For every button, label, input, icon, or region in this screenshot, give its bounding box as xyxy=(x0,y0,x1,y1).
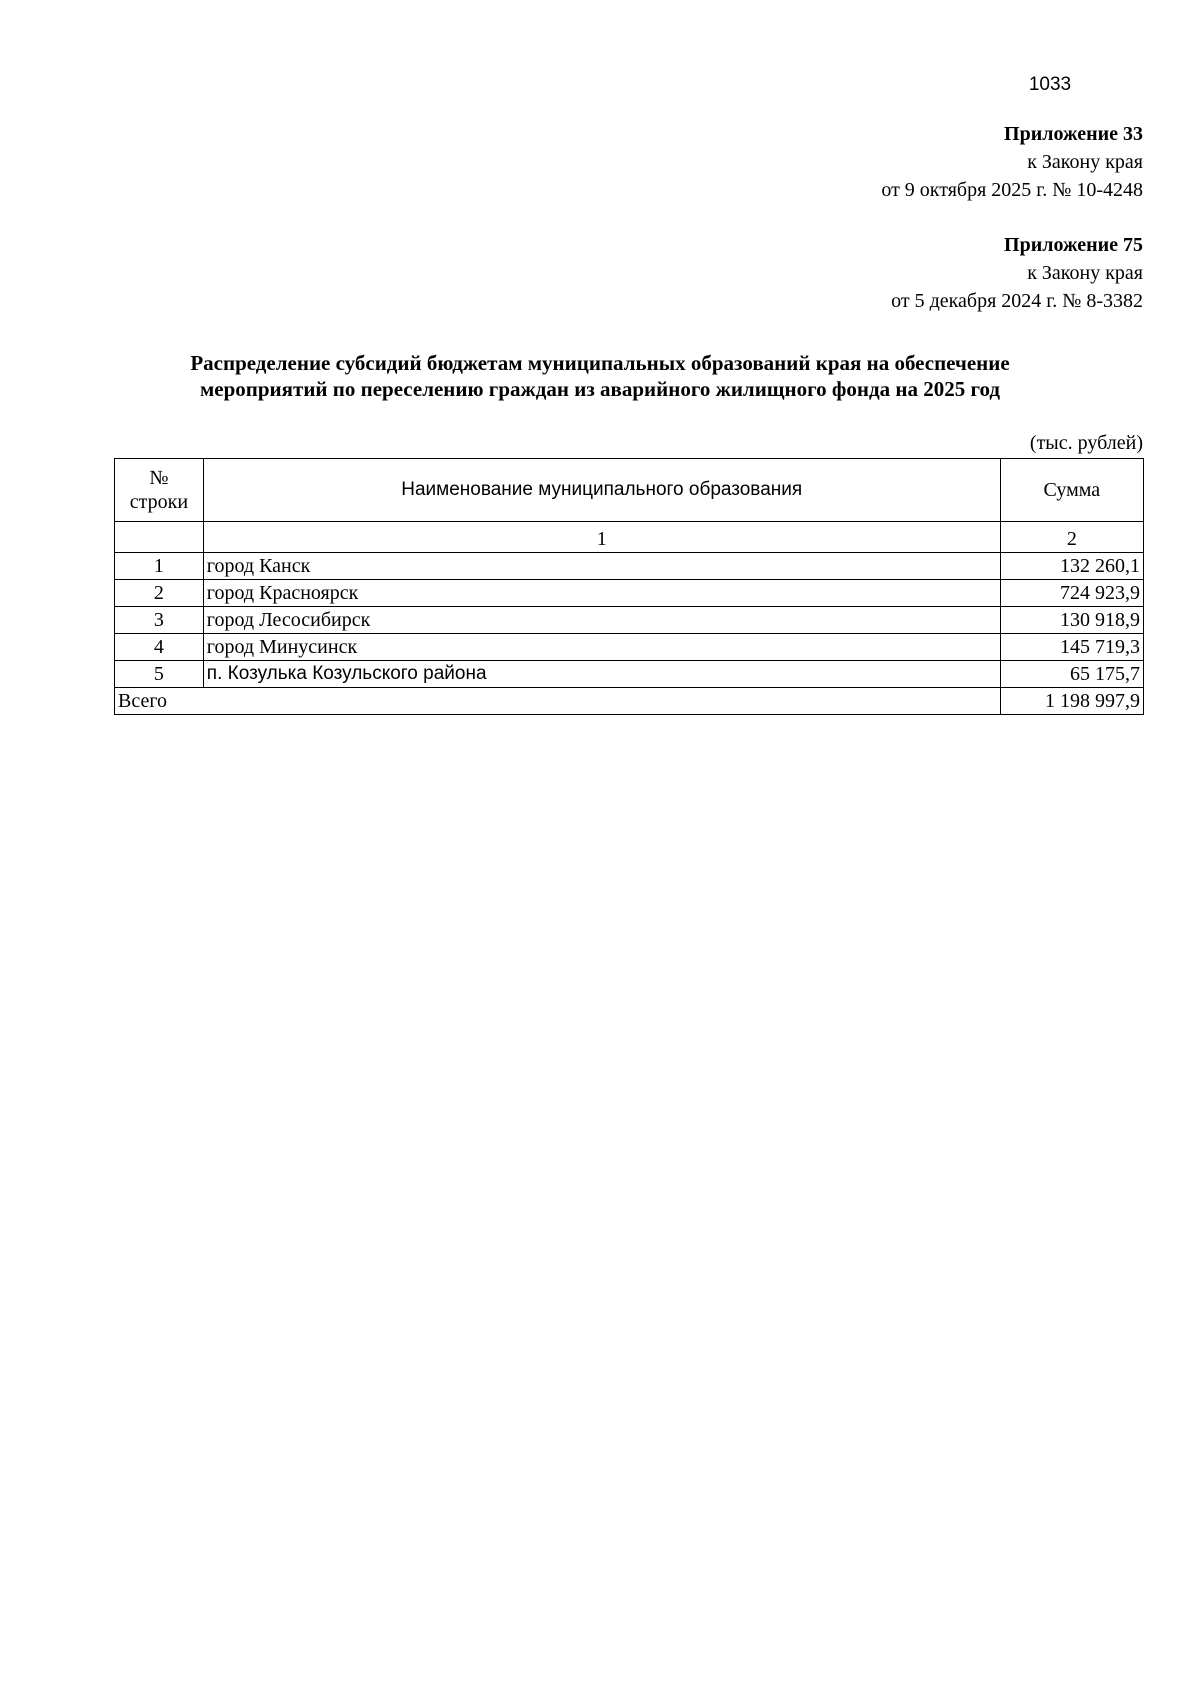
page-number: 1033 xyxy=(1028,74,1072,95)
table-row xyxy=(115,580,1144,607)
appendix-block-75 xyxy=(543,231,1143,315)
units-label: (тыс. рублей) xyxy=(1029,432,1143,454)
document-title-line-1: Распределение субсидий бюджетам муниципальных образований края на обеспечение xyxy=(190,351,1010,375)
header-municipality-name: Наименование муниципального образования xyxy=(203,459,1000,522)
sum-cell: 145 719,3 xyxy=(1000,634,1143,661)
header-number-sign: № xyxy=(149,467,169,489)
index-cell-name: 1 xyxy=(203,522,1000,553)
total-sum-cell: 1 198 997,9 xyxy=(1000,688,1143,715)
subsidy-distribution-table xyxy=(114,458,1144,715)
municipality-name-cell: город Красноярск xyxy=(203,580,1000,607)
municipality-name-cell: город Канск xyxy=(203,553,1000,580)
document-title-line-2: мероприятий по переселению граждан из аварийного жилищного фонда на 2025 год xyxy=(199,377,1001,401)
table-row xyxy=(115,634,1144,661)
document-title xyxy=(100,350,1100,402)
sum-cell: 724 923,9 xyxy=(1000,580,1143,607)
table-row xyxy=(115,607,1144,634)
appendix-law-reference: к Закону края xyxy=(1027,262,1143,284)
row-number-cell: 3 xyxy=(115,607,204,634)
table-header-row xyxy=(115,459,1144,522)
appendix-title: Приложение 33 xyxy=(1004,123,1143,145)
municipality-name-cell: город Минусинск xyxy=(203,634,1000,661)
table-total-row xyxy=(115,688,1144,715)
row-number-cell: 1 xyxy=(115,553,204,580)
sum-cell: 65 175,7 xyxy=(1000,661,1143,688)
header-row-number xyxy=(115,459,204,522)
row-number-cell: 4 xyxy=(115,634,204,661)
appendix-law-date: от 5 декабря 2024 г. № 8-3382 xyxy=(891,290,1143,312)
municipality-name-cell: город Лесосибирск xyxy=(203,607,1000,634)
municipality-name-cell: п. Козулька Козульского района xyxy=(203,661,1000,688)
index-cell-sum: 2 xyxy=(1000,522,1143,553)
appendix-title: Приложение 75 xyxy=(1004,234,1143,256)
table-row xyxy=(115,553,1144,580)
appendix-law-date: от 9 октября 2025 г. № 10-4248 xyxy=(881,179,1143,201)
header-sum: Сумма xyxy=(1000,459,1143,522)
sum-cell: 132 260,1 xyxy=(1000,553,1143,580)
sum-cell: 130 918,9 xyxy=(1000,607,1143,634)
row-number-cell: 5 xyxy=(115,661,204,688)
table-column-index-row xyxy=(115,522,1144,553)
index-cell-num xyxy=(115,522,204,553)
table-row xyxy=(115,661,1144,688)
total-label-cell: Всего xyxy=(115,688,1001,715)
appendix-block-33 xyxy=(543,120,1143,204)
header-row-word: строки xyxy=(129,491,189,513)
appendix-law-reference: к Закону края xyxy=(1027,151,1143,173)
row-number-cell: 2 xyxy=(115,580,204,607)
